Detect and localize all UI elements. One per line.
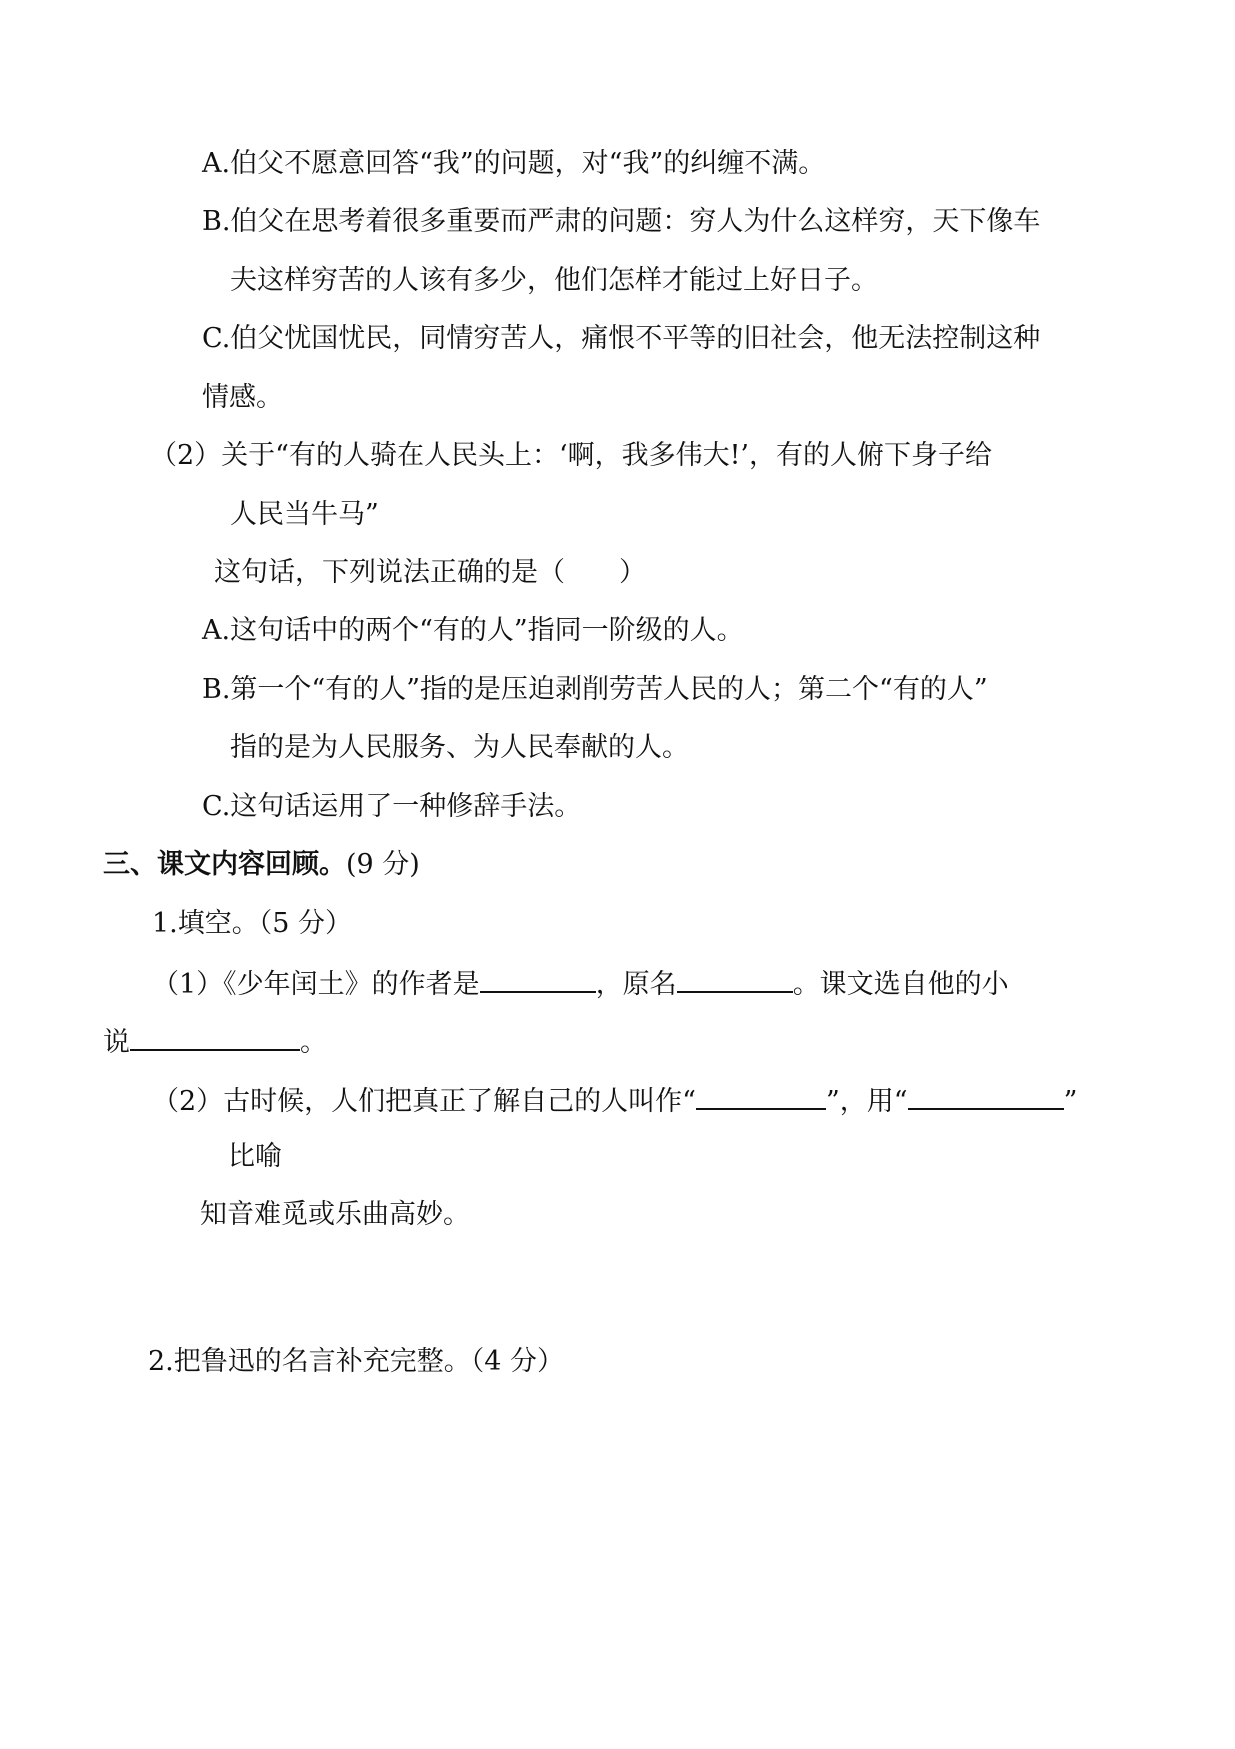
- fill-blank-title: 1.填空。（5 分）: [152, 908, 353, 939]
- question-2-option-b-line1: B.第一个“有的人”指的是压迫剥削劳苦人民的人；第二个“有的人”: [202, 674, 988, 705]
- fill-blank-item-1-cont: [103, 1023, 327, 1060]
- fill-blank-item-2-line3: 知音难觅或乐曲高妙。: [200, 1199, 470, 1230]
- fill-blank-item-1-text-c: 。课文选自他的小: [792, 969, 1009, 1000]
- option-c-text-line1: C.伯父忧国忧民，同情穷苦人，痛恨不平等的旧社会，他无法控制这种: [202, 323, 1041, 354]
- fill-blank-item-2: [152, 1082, 1077, 1119]
- fill-blank-item-2-text-c: ”: [1063, 1086, 1078, 1117]
- zhiyin-blank[interactable]: [696, 1082, 826, 1110]
- fill-blank-item-2-line2: 比喻: [228, 1141, 282, 1172]
- section-3-heading: [103, 848, 420, 882]
- option-a-text: A.伯父不愿意回答“我”的问题，对“我”的纠缠不满。: [202, 148, 826, 179]
- original-name-blank[interactable]: [677, 965, 793, 993]
- fill-blank-item-2-text-b: ”，用“: [825, 1086, 908, 1117]
- option-b-text-line1: B.伯父在思考着很多重要而严肃的问题：穷人为什么这样穷，天下像车: [202, 206, 1041, 237]
- novel-blank[interactable]: [130, 1023, 300, 1051]
- option-c-text-line2: 情感。: [202, 382, 283, 413]
- option-b-text-line2: 夫这样穷苦的人该有多少，他们怎样才能过上好日子。: [230, 265, 878, 296]
- lu-xun-quote-title: 2.把鲁迅的名言补充完整。（4 分）: [148, 1346, 565, 1377]
- section-3-score: (9 分): [346, 849, 420, 880]
- question-2-option-c: C.这句话运用了一种修辞手法。: [202, 791, 582, 822]
- metaphor-blank[interactable]: [908, 1082, 1064, 1110]
- author-blank[interactable]: [480, 965, 596, 993]
- fill-blank-item-1-text-b: ，原名: [595, 969, 677, 1000]
- section-3-title: 三、课文内容回顾。: [103, 849, 346, 880]
- fill-blank-item-1-text-d: 说: [103, 1027, 130, 1058]
- question-2-stem-line3: 这句话，下列说法正确的是（ ）: [214, 557, 646, 588]
- question-2-stem-line1: （2）关于“有的人骑在人民头上：‘啊，我多伟大!’，有的人俯下身子给: [150, 440, 992, 471]
- fill-blank-item-1-text-e: 。: [300, 1027, 327, 1058]
- question-2-option-b-line2: 指的是为人民服务、为人民奉献的人。: [230, 732, 689, 763]
- fill-blank-item-2-text-a: （2）古时候，人们把真正了解自己的人叫作“: [152, 1086, 696, 1117]
- question-2-stem-line2: 人民当牛马”: [230, 499, 379, 530]
- fill-blank-item-1-text-a: （1）《少年闰土》的作者是: [152, 969, 480, 1000]
- question-2-option-a: A.这句话中的两个“有的人”指同一阶级的人。: [202, 615, 744, 646]
- fill-blank-item-1: [152, 965, 1009, 1002]
